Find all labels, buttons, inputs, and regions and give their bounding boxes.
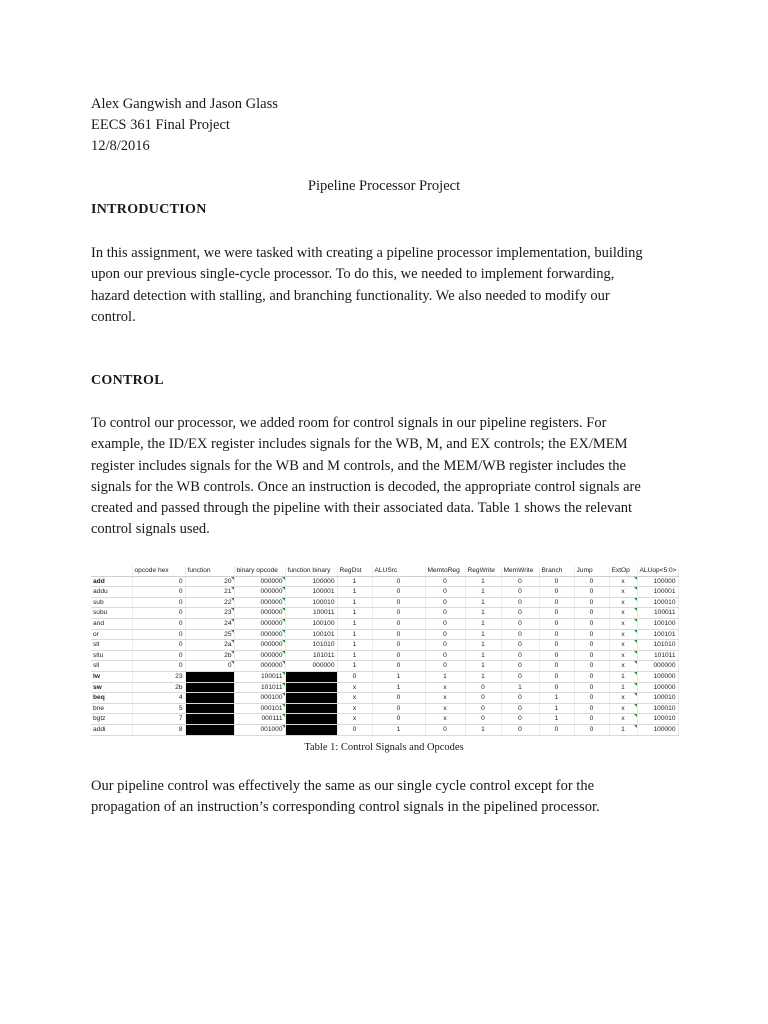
table-cell: 0 xyxy=(539,608,574,619)
table-cell: x xyxy=(609,576,637,587)
table-row xyxy=(91,597,678,608)
table-cell: 1 xyxy=(337,597,372,608)
table-cell: x xyxy=(609,650,637,661)
table-cell: 0 xyxy=(574,661,609,672)
table-cell: 0 xyxy=(539,640,574,651)
instruction-name: and xyxy=(91,618,132,629)
conclusion-paragraph xyxy=(91,776,691,819)
table-cell: 0 xyxy=(501,640,539,651)
instruction-name: bne xyxy=(91,703,132,714)
table-cell: 0 xyxy=(501,724,539,735)
table-caption: Table 1: Control Signals and Opcodes xyxy=(304,742,464,753)
table-cell: 100011 xyxy=(637,608,678,619)
table-cell: 1 xyxy=(539,714,574,725)
redacted-cell xyxy=(285,682,337,693)
table-cell: 0 xyxy=(425,587,465,598)
table-cell: 0 xyxy=(574,629,609,640)
table-cell: 0 xyxy=(465,714,501,725)
table-cell: 23 xyxy=(185,608,234,619)
table-cell: 000000 xyxy=(234,629,285,640)
instruction-name: sltu xyxy=(91,650,132,661)
table-cell: 0 xyxy=(372,629,425,640)
table-cell: 0 xyxy=(539,597,574,608)
table-cell: 0 xyxy=(501,618,539,629)
instruction-name: sw xyxy=(91,682,132,693)
table-cell: 0 xyxy=(425,597,465,608)
table-cell: 100000 xyxy=(285,576,337,587)
table-cell: 1 xyxy=(337,650,372,661)
table-cell: 101010 xyxy=(285,640,337,651)
table-cell: x xyxy=(609,597,637,608)
table-header-cell: function binary xyxy=(285,566,337,576)
table-cell: 0 xyxy=(501,671,539,682)
table-cell: 0 xyxy=(501,608,539,619)
table-cell: 000000 xyxy=(234,640,285,651)
redacted-cell xyxy=(285,693,337,704)
table-row xyxy=(91,576,678,587)
table-cell: 0 xyxy=(501,587,539,598)
table-cell: 100010 xyxy=(637,703,678,714)
redacted-cell xyxy=(185,703,234,714)
table-cell: 101010 xyxy=(637,640,678,651)
redacted-cell xyxy=(185,724,234,735)
table-cell: 0 xyxy=(372,661,425,672)
table-cell: x xyxy=(609,618,637,629)
table-row xyxy=(91,703,678,714)
table-cell: 1 xyxy=(465,618,501,629)
paragraph-line: In this assignment, we were tasked with creating a pipeline processor implementation, building xyxy=(91,245,643,261)
table-cell: 0 xyxy=(574,724,609,735)
table-cell: 0 xyxy=(574,682,609,693)
table-cell: 0 xyxy=(425,640,465,651)
table-cell: 0 xyxy=(337,671,372,682)
table-cell: 1 xyxy=(465,597,501,608)
table-cell: 0 xyxy=(501,661,539,672)
table-cell: 100010 xyxy=(637,693,678,704)
table-cell: 20 xyxy=(185,576,234,587)
table-cell: 1 xyxy=(539,693,574,704)
table-cell: 100100 xyxy=(285,618,337,629)
table-cell: 0 xyxy=(425,661,465,672)
paragraph-line: propagation of an instruction’s corresponding control signals in the pipelined processor. xyxy=(91,799,600,816)
table-cell: 0 xyxy=(132,576,185,587)
table-cell: 1 xyxy=(465,650,501,661)
table-cell: 0 xyxy=(574,618,609,629)
table-cell: 100000 xyxy=(637,682,678,693)
table-cell: 1 xyxy=(465,661,501,672)
table-cell: 0 xyxy=(539,682,574,693)
table-cell: x xyxy=(609,587,637,598)
table-cell: x xyxy=(609,629,637,640)
table-cell: 0 xyxy=(465,682,501,693)
table-cell: 0 xyxy=(501,597,539,608)
table-cell: 0 xyxy=(574,650,609,661)
instruction-name: add xyxy=(91,576,132,587)
paragraph-line: created and passed through the pipeline with their associated data. Table 1 shows the relevant xyxy=(91,500,633,517)
table-header-cell: Jump xyxy=(574,566,609,576)
table-cell: 100101 xyxy=(285,629,337,640)
table-cell: x xyxy=(609,640,637,651)
control-heading: CONTROL xyxy=(91,373,164,388)
table-cell: 1 xyxy=(465,724,501,735)
table-cell: 1 xyxy=(337,618,372,629)
table-cell: 000000 xyxy=(234,587,285,598)
table-cell: 0 xyxy=(425,608,465,619)
table-cell: 1 xyxy=(337,576,372,587)
table-cell: 0 xyxy=(425,576,465,587)
table-row xyxy=(91,661,678,672)
table-cell: 1 xyxy=(425,671,465,682)
table-cell: 0 xyxy=(539,650,574,661)
table-cell: 100001 xyxy=(637,587,678,598)
table-cell: x xyxy=(609,661,637,672)
table-cell: 0 xyxy=(501,650,539,661)
table-cell: 0 xyxy=(132,618,185,629)
paragraph-line: upon our previous single-cycle processor. To do this, we needed to implement forwarding, xyxy=(91,266,615,283)
table-cell: 1 xyxy=(465,576,501,587)
table-cell: x xyxy=(609,608,637,619)
table-cell: 100101 xyxy=(637,629,678,640)
table-row xyxy=(91,682,678,693)
table-header-cell: binary opcode xyxy=(234,566,285,576)
instruction-name: addi xyxy=(91,724,132,735)
table-cell: 0 xyxy=(372,587,425,598)
table-cell: 1 xyxy=(372,724,425,735)
table-cell: 0 xyxy=(372,714,425,725)
redacted-cell xyxy=(285,714,337,725)
table-row xyxy=(91,724,678,735)
table-cell: 7 xyxy=(132,714,185,725)
table-cell: 1 xyxy=(337,587,372,598)
table-row xyxy=(91,714,678,725)
table-header-cell: opcode hex xyxy=(132,566,185,576)
table-cell: 0 xyxy=(574,587,609,598)
table-header-cell xyxy=(91,566,132,576)
table-header-cell: ALUop<5:0> xyxy=(637,566,678,576)
table-cell: 1 xyxy=(337,661,372,672)
table-cell: 000000 xyxy=(637,661,678,672)
course: EECS 361 Final Project xyxy=(91,117,230,133)
table-row xyxy=(91,587,678,598)
table-cell: 1 xyxy=(539,703,574,714)
instruction-name: lw xyxy=(91,671,132,682)
table-cell: 0 xyxy=(132,661,185,672)
table-cell: 2b xyxy=(185,650,234,661)
table-cell: x xyxy=(337,693,372,704)
table-cell: 0 xyxy=(539,671,574,682)
table-row xyxy=(91,650,678,661)
date: 12/8/2016 xyxy=(91,138,150,154)
table-cell: 0 xyxy=(372,703,425,714)
redacted-cell xyxy=(285,671,337,682)
table-row xyxy=(91,693,678,704)
instruction-name: or xyxy=(91,629,132,640)
table-header-cell: RegWrite xyxy=(465,566,501,576)
table-cell: 0 xyxy=(132,608,185,619)
table-cell: 001000 xyxy=(234,724,285,735)
table-cell: 0 xyxy=(539,661,574,672)
table-cell: 0 xyxy=(132,597,185,608)
table-cell: 0 xyxy=(425,650,465,661)
table-cell: 101011 xyxy=(234,682,285,693)
instruction-name: sll xyxy=(91,661,132,672)
table-cell: 8 xyxy=(132,724,185,735)
table-cell: 21 xyxy=(185,587,234,598)
table-cell: 0 xyxy=(539,724,574,735)
table-cell: 100000 xyxy=(637,671,678,682)
table-cell: 0 xyxy=(501,714,539,725)
table-cell: 101011 xyxy=(285,650,337,661)
redacted-cell xyxy=(185,682,234,693)
paragraph-line: To control our processor, we added room for control signals in our pipeline registers. For xyxy=(91,415,607,431)
table-cell: 000111 xyxy=(234,714,285,725)
table-cell: 0 xyxy=(574,597,609,608)
authors: Alex Gangwish and Jason Glass xyxy=(91,96,278,112)
table-cell: 0 xyxy=(539,576,574,587)
table-header-cell: function xyxy=(185,566,234,576)
paragraph-line: control. xyxy=(91,308,136,325)
table-cell: 0 xyxy=(425,724,465,735)
table-cell: 100001 xyxy=(285,587,337,598)
table-cell: x xyxy=(425,693,465,704)
table-cell: 0 xyxy=(501,693,539,704)
instruction-name: slt xyxy=(91,640,132,651)
table-cell: 000000 xyxy=(285,661,337,672)
table-row xyxy=(91,618,678,629)
redacted-cell xyxy=(185,671,234,682)
table-cell: 0 xyxy=(425,618,465,629)
table-cell: 000000 xyxy=(234,608,285,619)
table-header-cell: ALUSrc xyxy=(372,566,425,576)
table-cell: 000000 xyxy=(234,597,285,608)
redacted-cell xyxy=(185,714,234,725)
paragraph-line: example, the ID/EX register includes signals for the WB, M, and EX controls; the EX/MEM xyxy=(91,436,628,453)
table-cell: 0 xyxy=(132,629,185,640)
redacted-cell xyxy=(185,693,234,704)
table-cell: 000000 xyxy=(234,618,285,629)
table-cell: x xyxy=(425,682,465,693)
table-cell: 000000 xyxy=(234,650,285,661)
table-cell: x xyxy=(425,714,465,725)
control-paragraph xyxy=(91,413,691,541)
table-cell: 0 xyxy=(132,587,185,598)
table-cell: 0 xyxy=(465,703,501,714)
table-cell: 5 xyxy=(132,703,185,714)
table-header-cell: Branch xyxy=(539,566,574,576)
table-cell: x xyxy=(337,682,372,693)
table-cell: 0 xyxy=(425,629,465,640)
table-cell: 0 xyxy=(372,618,425,629)
table-cell: 0 xyxy=(539,618,574,629)
table-cell: 1 xyxy=(501,682,539,693)
instruction-name: subu xyxy=(91,608,132,619)
table-row xyxy=(91,608,678,619)
table-header-cell: MemtoReg xyxy=(425,566,465,576)
table-cell: 0 xyxy=(465,693,501,704)
table-cell: 1 xyxy=(609,724,637,735)
table-cell: 0 xyxy=(501,629,539,640)
table-cell: x xyxy=(425,703,465,714)
table-row xyxy=(91,671,678,682)
paragraph-line: hazard detection with stalling, and branching functionality. We also needed to modify our xyxy=(91,287,610,304)
table-cell: 1 xyxy=(609,682,637,693)
table-cell: 0 xyxy=(501,576,539,587)
table-cell: 0 xyxy=(574,576,609,587)
table-cell: x xyxy=(609,714,637,725)
control-signals-table xyxy=(91,566,679,736)
table-cell: 22 xyxy=(185,597,234,608)
table-cell: 0 xyxy=(574,703,609,714)
table-cell: 0 xyxy=(132,650,185,661)
table-cell: 0 xyxy=(372,640,425,651)
table-cell: 0 xyxy=(539,587,574,598)
table-cell: 000101 xyxy=(234,703,285,714)
table-cell: 0 xyxy=(574,693,609,704)
table-cell: 24 xyxy=(185,618,234,629)
table-cell: 4 xyxy=(132,693,185,704)
table-row xyxy=(91,640,678,651)
table-cell: 1 xyxy=(609,671,637,682)
table-cell: 0 xyxy=(372,650,425,661)
table-cell: 000000 xyxy=(234,576,285,587)
instruction-name: bgtz xyxy=(91,714,132,725)
table-cell: 1 xyxy=(465,587,501,598)
table-cell: x xyxy=(337,714,372,725)
introduction-heading: INTRODUCTION xyxy=(91,202,207,217)
table-cell: 100000 xyxy=(637,576,678,587)
table-cell: 25 xyxy=(185,629,234,640)
table-cell: 0 xyxy=(574,714,609,725)
table-cell: 0 xyxy=(501,703,539,714)
table-cell: 0 xyxy=(372,608,425,619)
table-cell: 1 xyxy=(465,608,501,619)
table-cell: 0 xyxy=(574,671,609,682)
table-cell: 000000 xyxy=(234,661,285,672)
table-cell: x xyxy=(337,703,372,714)
table-cell: 000100 xyxy=(234,693,285,704)
table-cell: 1 xyxy=(465,671,501,682)
redacted-cell xyxy=(285,724,337,735)
paragraph-line: control signals used. xyxy=(91,521,210,538)
table-cell: 1 xyxy=(337,608,372,619)
table-cell: 1 xyxy=(372,682,425,693)
table-header-cell: MemWrite xyxy=(501,566,539,576)
table-cell: 0 xyxy=(574,640,609,651)
table-cell: 0 xyxy=(337,724,372,735)
table-cell: 100011 xyxy=(285,608,337,619)
table-cell: 0 xyxy=(539,629,574,640)
table-cell: 100010 xyxy=(285,597,337,608)
table-cell: 1 xyxy=(372,671,425,682)
paragraph-line: Our pipeline control was effectively the same as our single cycle control except for the xyxy=(91,778,595,794)
table-cell: 0 xyxy=(372,597,425,608)
table-cell: 100011 xyxy=(234,671,285,682)
table-cell: 23 xyxy=(132,671,185,682)
table-cell: 101011 xyxy=(637,650,678,661)
table-cell: 100010 xyxy=(637,597,678,608)
instruction-name: addu xyxy=(91,587,132,598)
table-cell: x xyxy=(609,693,637,704)
table-cell: 100100 xyxy=(637,618,678,629)
table-cell: 0 xyxy=(372,576,425,587)
table-row xyxy=(91,629,678,640)
instruction-name: sub xyxy=(91,597,132,608)
document-title: Pipeline Processor Project xyxy=(307,178,461,194)
table-cell: 1 xyxy=(465,640,501,651)
table-cell: 2a xyxy=(185,640,234,651)
introduction-paragraph xyxy=(91,243,691,328)
paragraph-line: signals for the WB controls. Once an instruction is decoded, the appropriate control signals are xyxy=(91,478,641,495)
table-header-cell: RegDst xyxy=(337,566,372,576)
table-cell: x xyxy=(609,703,637,714)
table-cell: 2b xyxy=(132,682,185,693)
table-cell: 1 xyxy=(465,629,501,640)
table-cell: 0 xyxy=(185,661,234,672)
table-cell: 1 xyxy=(337,640,372,651)
instruction-name: beq xyxy=(91,693,132,704)
table-cell: 100000 xyxy=(637,724,678,735)
redacted-cell xyxy=(285,703,337,714)
table-cell: 0 xyxy=(132,640,185,651)
table-cell: 0 xyxy=(574,608,609,619)
table-header-cell: ExtOp xyxy=(609,566,637,576)
table-cell: 100010 xyxy=(637,714,678,725)
table-cell: 1 xyxy=(337,629,372,640)
table-cell: 0 xyxy=(372,693,425,704)
paragraph-line: register includes signals for the WB and M controls, and the MEM/WB register includes the xyxy=(91,457,626,474)
